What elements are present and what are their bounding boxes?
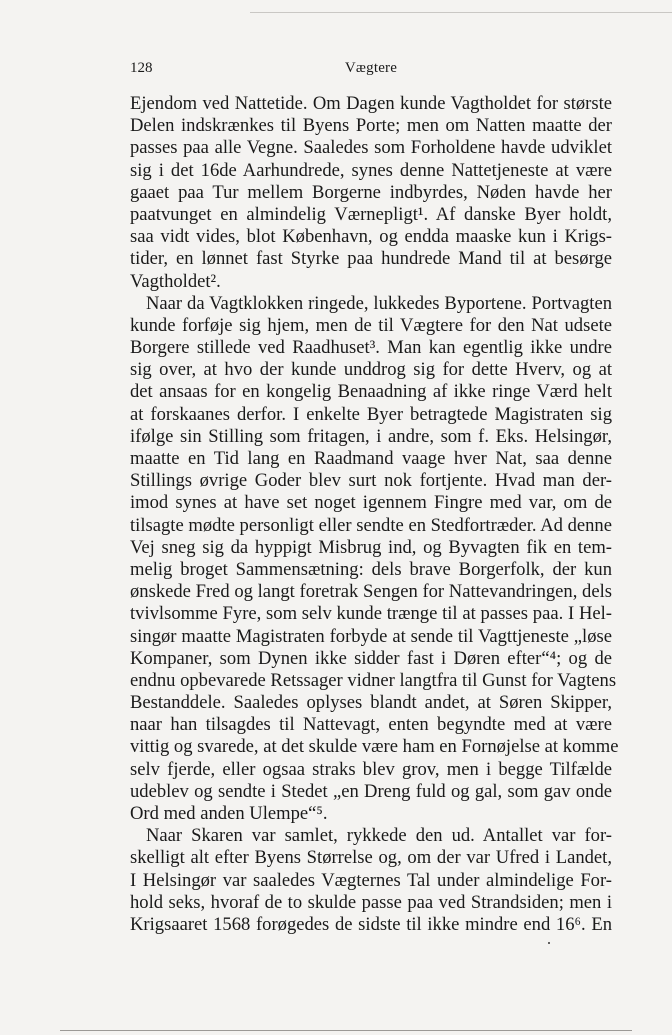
text-line: Naar Skaren var samlet, rykkede den ud. Antallet var for- bbox=[146, 825, 612, 847]
text-line: naar han tilsagdes til Nattevagt, enten begyndte med at være bbox=[130, 714, 612, 736]
text-line: udeblev og sendte i Stedet „en Dreng fuld og gal, som gav onde bbox=[130, 780, 612, 802]
text-line: Vej sneg sig da hyppigt Misbrug ind, og Byvagten fik en tem- bbox=[130, 536, 612, 558]
text-line: vittig og svarede, at det skulde være ham en Fornøjelse at komme bbox=[130, 736, 619, 758]
text-line: singør maatte Magistraten forbyde at sende til Vagttjeneste „løse bbox=[130, 625, 612, 647]
text-line: Delen indskrænkes til Byens Porte; men om Natten maatte der bbox=[130, 115, 612, 137]
ink-speck bbox=[548, 942, 550, 944]
text-line: gaaet paa Tur mellem Borgerne indbyrdes, Nøden havde her bbox=[130, 181, 612, 203]
text-line: Ord med anden Ulempe“⁵. bbox=[130, 803, 328, 824]
text-line: Stillings øvrige Goder blev surt nok fortjente. Hvad man der- bbox=[130, 470, 612, 492]
body-text bbox=[130, 93, 619, 936]
running-title: Vægtere bbox=[344, 60, 398, 76]
text-line: Ejendom ved Nattetide. Om Dagen kunde Vagtholdet for største bbox=[130, 93, 612, 114]
text-line: saa vidt vides, blot København, og endda maaske kun i Krigs- bbox=[130, 226, 612, 248]
text-line: I Helsingør var saaledes Vægternes Tal under almindelige For- bbox=[130, 869, 612, 891]
paragraph bbox=[130, 825, 612, 936]
text-line: Naar da Vagtklokken ringede, lukkedes Byportene. Portvagten bbox=[146, 292, 612, 314]
text-line: tilsagte mødte personligt eller sendte en Stedfortræder. Ad denne bbox=[130, 514, 612, 536]
text-line: sig i det 16de Aarhundrede, synes denne Nattetjeneste at være bbox=[130, 159, 612, 181]
text-line: ifølge sin Stilling som fritagen, i andre, som f. Eks. Helsingør, bbox=[130, 425, 612, 447]
paragraph bbox=[130, 93, 612, 293]
text-line: skelligt alt efter Byens Størrelse og, om der var Ufred i Landet, bbox=[130, 847, 612, 869]
text-line: tvivlsomme Fyre, som selv kunde trænge til at passes paa. I Hel- bbox=[130, 603, 612, 625]
page-edge-top bbox=[250, 12, 672, 13]
text-line: Vagtholdet². bbox=[130, 270, 221, 292]
text-line: melig broget Sammensætning: dels brave Borgerfolk, der kun bbox=[130, 558, 612, 580]
text-line: paatvunget en almindelig Værnepligt¹. Af danske Byer holdt, bbox=[130, 203, 612, 225]
text-line: Borgere stillede ved Raadhuset³. Man kan egentlig ikke undre bbox=[130, 337, 612, 359]
text-line: maatte en Tid lang en Raadmand vaage hver Nat, saa denne bbox=[130, 448, 612, 469]
text-line: sig over, at hvo der kunde unddrog sig for dette Hverv, og at bbox=[130, 359, 612, 381]
text-line: selv fjerde, eller ogsaa straks blev grov, men i begge Tilfælde bbox=[130, 758, 612, 780]
page-edge-bottom bbox=[60, 1030, 632, 1031]
text-line: Bestanddele. Saaledes oplyses blandt andet, at Søren Skipper, bbox=[130, 692, 612, 714]
text-line: Kompaner, som Dynen ikke sidder fast i Døren efter“⁴; og de bbox=[130, 647, 612, 669]
text-line: det ansaas for en kongelig Benaadning af ikke ringe Værd helt bbox=[130, 381, 612, 403]
text-line: passes paa alle Vegne. Saaledes som Forholdene havde udviklet bbox=[130, 137, 612, 159]
text-line: hold seks, hvoraf de to skulde passe paa ved Strandsiden; men i bbox=[130, 891, 612, 913]
text-line: kunde forføje sig hjem, men de til Vægtere for den Nat udsete bbox=[130, 314, 612, 336]
text-line: imod synes at have set noget igennem Fingre med var, om de bbox=[130, 492, 612, 514]
text-line: ønskede Fred og langt foretrak Sengen for Nattevandringen, dels bbox=[130, 581, 612, 603]
text-line: tider, en lønnet fast Styrke paa hundrede Mand til at besørge bbox=[130, 248, 612, 270]
text-line: Krigsaaret 1568 forøgedes de sidste til ikke mindre end 16⁶. En bbox=[130, 913, 612, 935]
paragraph bbox=[130, 292, 619, 826]
text-line: at forskaanes derfor. I enkelte Byer betragtede Magistraten sig bbox=[130, 403, 612, 425]
text-line: endnu opbevarede Retssager vidner langtfra til Gunst for Vagtens bbox=[130, 669, 617, 691]
running-head bbox=[130, 60, 612, 84]
page-number: 128 bbox=[130, 60, 153, 76]
